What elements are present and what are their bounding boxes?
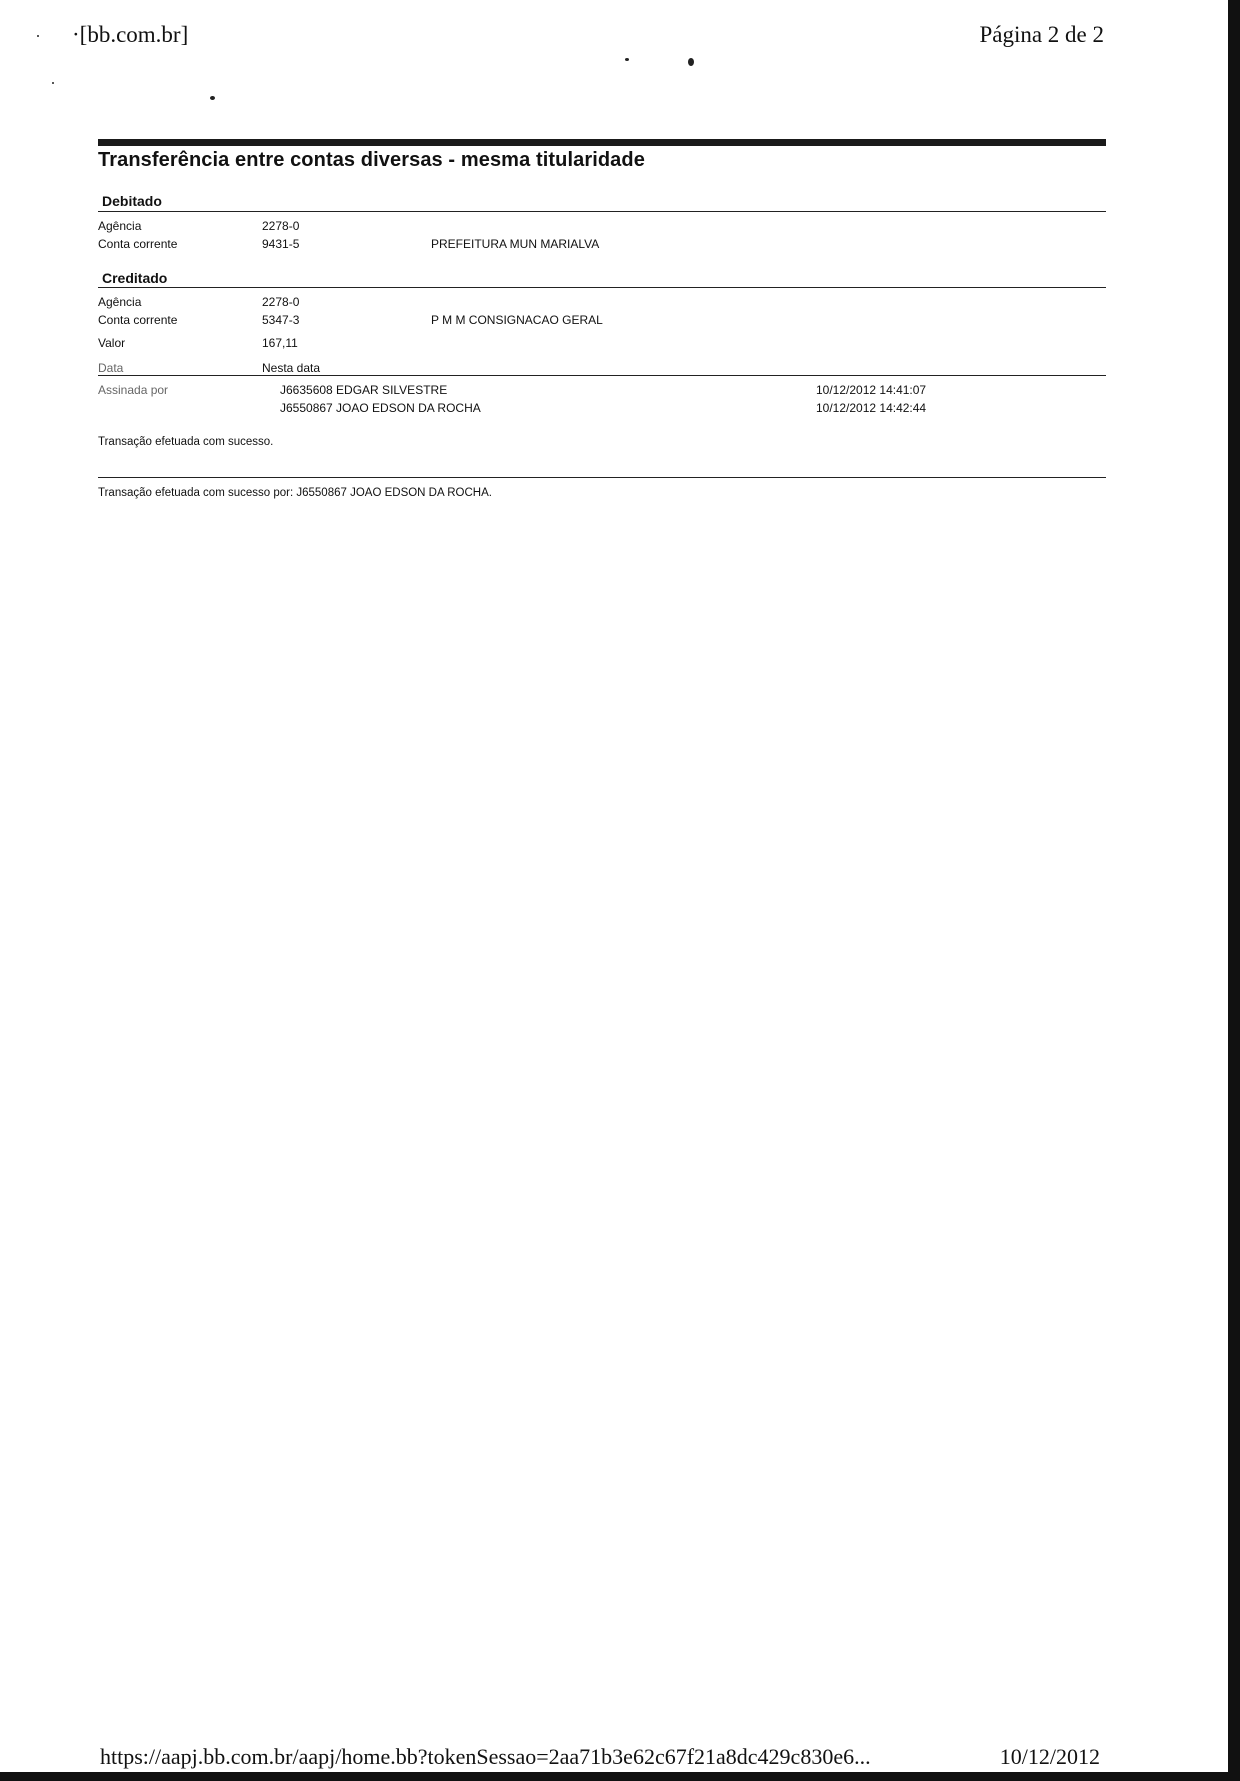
field-label: Conta corrente: [98, 237, 178, 251]
field-label: Conta corrente: [98, 313, 178, 327]
scan-speck: [210, 96, 215, 100]
signature-timestamp: 10/12/2012 14:41:07: [816, 383, 927, 397]
debitado-heading: Debitado: [102, 193, 162, 209]
section-divider: [98, 375, 1106, 376]
signature-row: [98, 383, 1106, 401]
scan-speck: [688, 58, 694, 66]
signatures-label: Assinada por: [98, 383, 169, 397]
confirmation-message: Transação efetuada com sucesso por: J6550867 JOAO EDSON DA ROCHA.: [98, 487, 492, 499]
creditado-agencia-row: [98, 295, 1106, 313]
section-divider: [98, 211, 1106, 212]
scan-border-right: [1228, 0, 1240, 1781]
creditado-conta-row: [98, 313, 1106, 331]
scan-speck: [52, 82, 54, 84]
section-divider: [98, 477, 1106, 478]
creditado-heading: Creditado: [102, 270, 168, 286]
scan-speck: [625, 58, 629, 61]
field-label: Valor: [98, 336, 126, 350]
field-value: Nesta data: [262, 361, 321, 375]
valor-row: [98, 336, 1106, 354]
header-source: ·[bb.com.br]: [72, 22, 189, 47]
signature-row: [98, 401, 1106, 419]
section-divider: [98, 287, 1106, 288]
title-bar: [98, 139, 1106, 146]
field-value: 9431-5: [262, 237, 300, 251]
account-holder: P M M CONSIGNACAO GERAL: [431, 313, 603, 327]
signer-name: J6550867 JOAO EDSON DA ROCHA: [280, 401, 481, 415]
amount-value: 167,11: [262, 336, 298, 350]
debitado-conta-row: [98, 237, 1106, 255]
field-label: Agência: [98, 219, 142, 233]
page-number: Página 2 de 2: [979, 22, 1104, 47]
field-value: 5347-3: [262, 313, 300, 327]
field-value: 2278-0: [262, 295, 300, 309]
account-holder: PREFEITURA MUN MARIALVA: [431, 237, 600, 251]
data-row: [98, 361, 1106, 379]
debitado-agencia-row: [98, 219, 1106, 237]
footer-url: https://aapj.bb.com.br/aapj/home.bb?tokenSessao=2aa71b3e62c67f21a8dc429c830e6...: [100, 1744, 871, 1769]
field-label: Agência: [98, 295, 142, 309]
signer-name: J6635608 EDGAR SILVESTRE: [280, 383, 448, 397]
field-value: 2278-0: [262, 219, 300, 233]
status-message: Transação efetuada com sucesso.: [98, 436, 274, 448]
scan-border-bottom: [0, 1772, 1240, 1781]
footer-date: 10/12/2012: [999, 1744, 1100, 1769]
scan-speck: [37, 35, 39, 37]
field-label: Data: [98, 361, 124, 375]
document-title: Transferência entre contas diversas - mesma titularidade: [98, 149, 645, 171]
signature-timestamp: 10/12/2012 14:42:44: [816, 401, 927, 415]
